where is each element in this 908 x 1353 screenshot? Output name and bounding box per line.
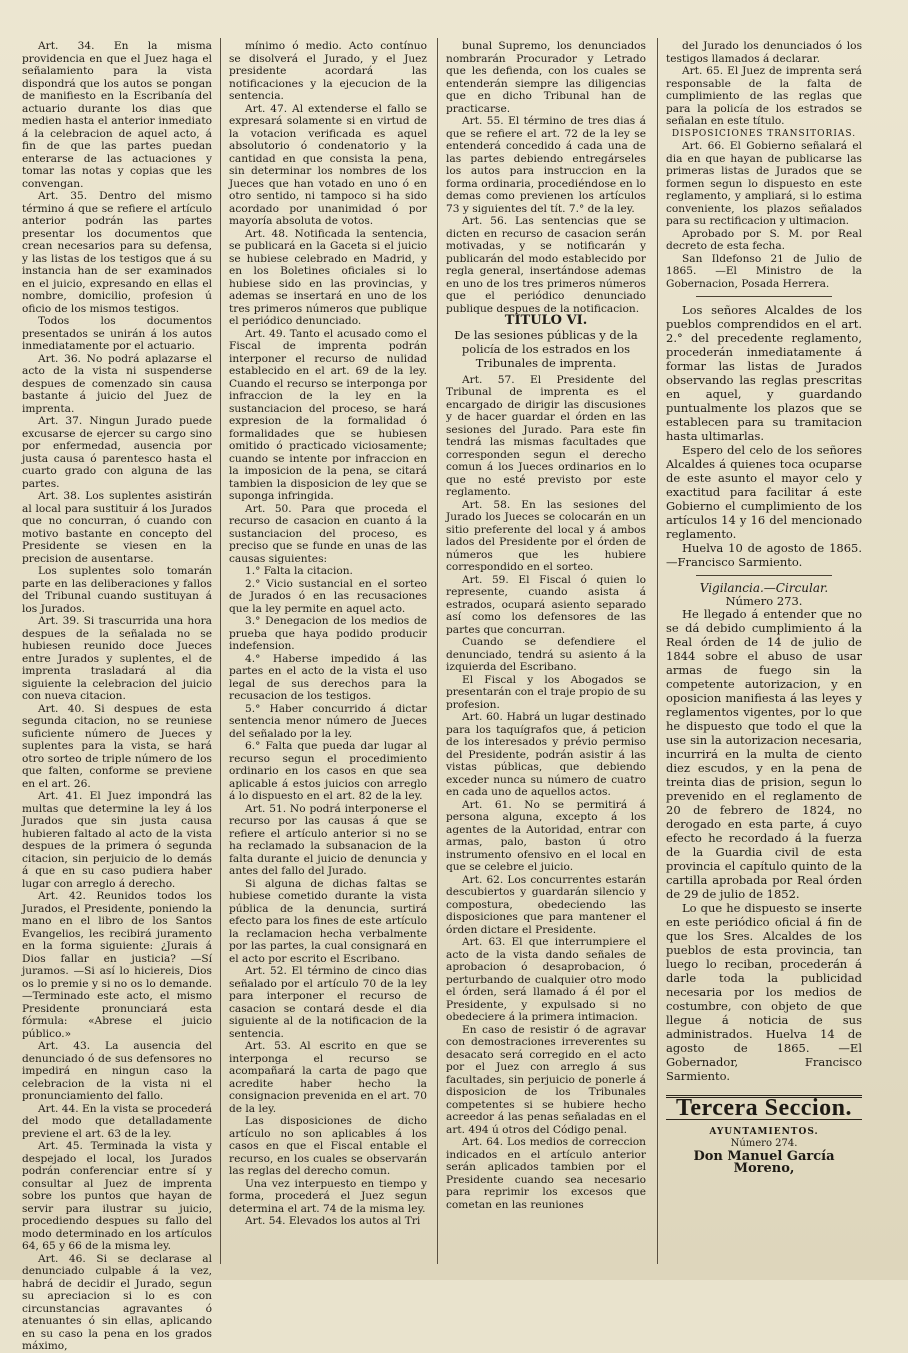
ayuntamientos-heading: AYUNTAMIENTOS. [709,1126,819,1137]
paragraph: Art. 66. El Gobierno señalará el dia en que hayan de publicarse las primeras listas de Jurados que se formen segun lo dispuesto en este reglamento, y ampliará, si lo estima conveniente, los plazos señalados para su rectificacion y ultimacion. [666,140,862,227]
circular-heading: Vigilancia.—Circular. [699,581,829,595]
paragraph: Art. 63. El que interrumpiere el acto de la vista dando señales de aprobacion ó desaprobacion, ó perturbando de cualquier otro modo el órden, será llamado á él por el Presidente, y expulsado si no obedeciere á la primera intimacion. [446,936,646,1023]
paragraph: Art. 42. Reunidos todos los Jurados, el Presidente, poniendo la mano en el libro de los Santos Evangelios, les recibirá juramento en la forma siguiente: ¿Jurais á Dios fallar en justicia? —Sí juramos. —Si así lo hiciereis, Dios os lo premie y si no os lo demande. —Terminado este acto, el mismo Presidente pronunciará esta fórmula: «Abrese el juicio público.» [22,890,212,1040]
paragraph: Los señores Alcaldes de los pueblos comprendidos en el art. 2.° del precedente reglamento, procederán inmediatamente á formar las listas de Jurados observando las reglas prescritas en aquel, y guardando puntualmente los plazos que se establecen para su tramitacion hasta ultimarlas. [666,303,862,443]
paragraph: Art. 51. No podrá interponerse el recurso por las causas á que se refiere el artículo anterior si no se ha reclamado la subsanacion de la falta durante el juicio de denuncia y antes del fallo del Jurado. [229,802,427,877]
paragraph: 4.° Haberse impedido á las partes en el acto de la vista el uso legal de sus derechos para la recusacion de los testigos. [229,652,427,702]
paragraph: Art. 44. En la vista se procederá del modo que detalladamente previene el art. 63 de la ley. [22,1102,212,1140]
paragraph: Art. 43. La ausencia del denunciado ó de sus defensores no impedirá en ningun caso la celebracion de la vista ni el pronunciamiento del fallo. [22,1040,212,1102]
paragraph: 5.° Haber concurrido á dictar sentencia menor número de Jueces del señalado por la ley. [229,702,427,740]
paragraph: Art. 50. Para que proceda el recurso de casacion en cuanto á la sustanciacion del proceso, es preciso que se funde en unas de las causas siguientes: [229,502,427,565]
column-rule [437,38,438,1264]
paragraph: Si alguna de dichas faltas se hubiese cometido durante la vista pública de la denuncia, surtirá efecto para los fines de este artículo la reclamacion hecha verbalmente por las partes, la cual consignará en el acto por escrito el Escribano. [229,877,427,965]
paragraph: Art. 54. Elevados los autos al Tri [245,1215,421,1227]
paragraph: Lo que he dispuesto se inserte en este periódico oficial á fin de que los Sres. Alcaldes de los pueblos de esta provincia, tan luego lo reciban, procederán á darle toda la publicidad necesaria por los medios de costumbre, con objeto de que llegue á noticia de sus administrados. Huelva 14 de agosto de 1865. —El Gobernador, Francisco Sarmiento. [666,901,862,1083]
paragraph: mínimo ó medio. Acto contínuo se disolverá el Jurado, y el Juez presidente acordará las notificaciones y la ejecucion de la sentencia. [229,40,427,102]
paragraph: Art. 60. Habrá un lugar destinado para los taquígrafos que, á peticion de los interesados y prévio permiso del Presidente, podrán asistir á las vistas públicas, que debiendo exceder nunca su número de cuatro en cada uno de aquellos actos. [446,711,646,798]
paragraph: Espero del celo de los señores Alcaldes á quienes toca ocuparse de este asunto el mayor celo y exactitud para facilitar á este Gobierno el cumplimiento de los artículos 14 y 16 del mencionado reglamento. [666,443,862,541]
title-heading: TITULO VI. [504,313,588,328]
paragraph: Art. 59. El Fiscal ó quien lo represente, cuando asista á estrados, ocupará asiento separado así como los defensores de las partes que concurran. [446,573,646,636]
official-name: Don Manuel García Moreno, [693,1148,835,1176]
paragraph: Todos los documentos presentados se unirán á los autos inmediatamente por el actuario. [22,315,212,352]
paragraph: Art. 62. Los concurrentes estarán descubiertos y guardarán silencio y compostura, obedeciendo las disposiciones que para mantener el órden dictare el Presidente. [446,873,646,936]
column-2 [229,40,427,1268]
paragraph: He llegado á entender que no se dá debido cumplimiento á la Real órden de 14 de julio de 1844 sobre el abuso de usar armas de fuego sin la competente autorizacion, y en oposicion manifiesta á las leyes y reglamentos vigentes, por lo que he dispuesto que todo el que la use sin la autorizacion necesaria, incurrirá en la multa de ciento diez escudos, y en la pena de treinta dias de prision, segun lo prevenido en el reglamento de 20 de febrero de 1824, no derogado en esta parte, á cuyo efecto he recordado á la fuerza de la Guardia civil de esta provincia el capítulo quinto de la cartilla aprobada por Real órden de 29 de julio de 1852. [666,607,862,901]
column-rule [657,38,658,1264]
transitory-heading: DISPOSICIONES TRANSITORIAS. [671,128,857,139]
paragraph: Art. 52. El término de cinco dias señalado por el artículo 70 de la ley para interponer el recurso de casacion se contará desde el dia siguiente al de la notificacion de la sentencia. [229,965,427,1040]
paragraph: Art. 40. Si despues de esta segunda citacion, no se reuniese suficiente número de Jueces y suplentes para la vista, se hará otro sorteo de triple número de los que falten, conforme se previene en el art. 26. [22,702,212,790]
paragraph: Aprobado por S. M. por Real decreto de esta fecha. [666,227,862,252]
paragraph: Una vez interpuesto en tiempo y forma, procederá el Juez segun determina el art. 74 de la misma ley. [229,1177,427,1215]
paragraph: Art. 38. Los suplentes asistirán al local para sustituir á los Jurados que no concurran, ó cuando con motivo bastante en concepto del Presidente se viesen en la precision de ausentarse. [22,490,212,565]
paragraph: San Ildefonso 21 de Julio de 1865. —El Ministro de la Gobernacion, Posada Herrera. [666,252,862,290]
paragraph: Art. 47. Al extenderse el fallo se expresará solamente si en virtud de la votacion verificada es aquel absolutorio ó condenatorio y la cantidad en que consista la pena, sin determinar los nombres de los Jueces que han votado en uno ó en otro sentido, ni tampoco si ha sido acordado por unanimidad ó por mayoría absoluta de votos. [229,102,427,227]
paragraph: Art. 55. El término de tres dias á que se refiere el art. 72 de la ley se entenderá concedido á cada una de las partes debiendo entregárseles los autos para instruccion en la forma ordinaria, procediéndose en lo demas como previenen los artículos 73 y siguientes del tít. 7.° de la ley. [446,115,646,215]
paragraph: Art. 49. Tanto el acusado como el Fiscal de imprenta podrán interponer el recurso de nulidad establecido en el art. 69 de la ley. Cuando el recurso se interponga por infraccion de la ley en la sustanciacion del proceso, se hará expresion de la formalidad ó formalidades que se hubiesen omitido ó practicado viciosamente; cuando se intente por infraccion en la imposicion de la pena, se citará tambien la disposicion de ley que se suponga infringida. [229,327,427,502]
paragraph: 1.° Falta la citacion. [245,565,353,577]
paragraph: Art. 46. Si se declarase al denunciado culpable á la vez, habrá de decidir el Jurado, segun su apreciacion si lo es con circunstancias agravantes ó atenuantes ó sin ellas, aplicando en su caso la pena en los grados máximo, [22,1252,212,1352]
paragraph: En caso de resistir ó de agravar con demostraciones irreverentes su desacato será corregido en el acto por el Juez con arreglo á sus facultades, sin perjuicio de ponerle á disposicion de los Tribunales competentes si se hubiere hecho acreedor á las penas señaladas en el art. 494 ú otros del Código penal. [446,1023,646,1136]
paragraph: 6.° Falta que pueda dar lugar al recurso segun el procedimiento ordinario en los casos en que sea aplicable á estos juicios con arreglo á lo dispuesto en el art. 82 de la ley. [229,740,427,802]
paragraph: bunal Supremo, los denunciados nombrarán Procurador y Letrado que les defienda, con los cuales se entenderán siempre las diligencias que en dicho Tribunal han de practicarse. [446,40,646,115]
divider [696,296,832,297]
paragraph: Art. 64. Los medios de correccion indicados en el artículo anterior serán aplicados tambien por el Presidente cuando sea necesario para reprimir los excesos que cometan en las reuniones [446,1136,646,1211]
paragraph: Art. 56. Las sentencias que se dicten en recurso de casacion serán motivadas, y se notificarán y publicarán del modo establecido por regla general, insertándose ademas en uno de los tres primeros números que el periódico denunciado publique despues de la notificacion. [446,215,646,315]
column-rule [220,38,221,1264]
signature-line: Huelva 10 de agosto de 1865.—Francisco Sarmiento. [666,541,862,569]
paragraph: Art. 65. El Juez de imprenta será responsable de la falta de cumplimiento de las reglas que para la policía de los estrados se señalan en este título. [666,65,862,127]
column-3 [446,40,646,1268]
paragraph: Art. 58. En las sesiones del Jurado los Jueces se colocarán en un sitio preferente del local y á ambos lados del Presidente por el órden de números que les hubiere correspondido en el sorteo. [446,498,646,573]
paragraph: Art. 61. No se permitirá á persona alguna, excepto á los agentes de la Autoridad, entrar con armas, palo, baston ú otro instrumento ofensivo en el local en que se celebre el juicio. [446,798,646,873]
section-title: Tercera Seccion. [666,1095,862,1120]
paragraph: Art. 39. Si trascurrida una hora despues de la señalada no se hubiesen reunido doce Jueces entre Jurados y suplentes, el de imprenta trasladará al dia siguiente la celebracion del juicio con nueva citacion. [22,615,212,702]
paragraph: Art. 36. No podrá aplazarse el acto de la vista ni suspenderse despues de comenzado sin causa bastante á juicio del Juez de imprenta. [22,352,212,415]
paragraph: Art. 53. Al escrito en que se interponga el recurso se acompañará la carta de pago que acredite haber hecho la consignacion prevenida en el art. 70 de la ley. [229,1040,427,1115]
paragraph: 3.° Denegacion de los medios de prueba que haya podido producir indefension. [229,615,427,652]
column-4 [666,40,862,1268]
paragraph: del Jurado los denunciados ó los testigos llamados á declarar. [666,40,862,65]
paragraph: 2.° Vicio sustancial en el sorteo de Jurados ó en las recusaciones que la ley permite en aquel acto. [229,577,427,615]
paragraph: Art. 34. En la misma providencia en que el Juez haga el señalamiento para la vista dispondrá que los autos se pongan de manifiesto en la Escribanía del actuario durante los dias que medien hasta el anterior inmediato á la celebracion de aquel acto, á fin de que las partes puedan enterarse de las actuaciones y tomar las notas y copias que les convengan. [22,40,212,190]
divider [696,575,832,576]
paragraph: Art. 37. Ningun Jurado puede excusarse de ejercer su cargo sino por enfermedad, ausencia por justa causa ó parentesco hasta el cuarto grado con alguna de las partes. [22,415,212,490]
paragraph: Cuando se defendiere el denunciado, tendrá su asiento á la izquierda del Escribano. [446,636,646,673]
paragraph: Las disposiciones de dicho artículo no son aplicables á los casos en que el Fiscal entable el recurso, en los cuales se observarán las reglas del derecho comun. [229,1115,427,1177]
title-subheading: De las sesiones públicas y de la policía de los estrados en los Tribunales de imprenta. [454,327,638,370]
paragraph: Art. 48. Notificada la sentencia, se publicará en la Gaceta si el juicio se hubiese celebrado en Madrid, y en los Boletines oficiales si lo hubiese sido en las provincias, y ademas se insertará en uno de los tres primeros números que publique el periódico denunciado. [229,227,427,327]
paragraph: Art. 45. Terminada la vista y despejado el local, los Jurados podrán conferenciar entre sí y consultar al Juez de imprenta sobre los puntos que hayan de servir para ilustrar su juicio, procediendo despues su fallo del modo determinado en los artículos 64, 65 y 66 de la misma ley. [22,1140,212,1252]
paragraph: Los suplentes solo tomarán parte en las deliberaciones y fallos del Tribunal cuando sustituyan á los Jurados. [22,565,212,615]
paragraph: Art. 41. El Juez impondrá las multas que determine la ley á los Jurados que sin justa causa hubieren faltado al acto de la vista despues de la primera ó segunda citacion, sin perjuicio de lo demás á que en su caso pudiera haber lugar con arreglo á derecho. [22,790,212,890]
notice-number: Número 274. [730,1138,798,1149]
column-1 [22,40,212,1352]
paragraph: Art. 57. El Presidente del Tribunal de imprenta es el encargado de dirigir las discusiones y de hacer guardar el órden en las sesiones del Jurado. Para este fin tendrá las mismas facultades que corresponden segun el derecho comun á los Jueces ordinarios en lo que no esté previsto por este reglamento. [446,373,646,498]
paragraph: El Fiscal y los Abogados se presentarán con el traje propio de su profesion. [446,673,646,711]
notice-number: Número 273. [725,593,803,608]
paragraph: Art. 35. Dentro del mismo término á que se refiere el artículo anterior podrán las partes presentar los documentos que crean necesarios para su defensa, y las listas de los testigos que á su instancia han de ser examinados en el juicio, expresando en ellas el nombre, domicilio, profesion ú oficio de los mismos testigos. [22,190,212,315]
